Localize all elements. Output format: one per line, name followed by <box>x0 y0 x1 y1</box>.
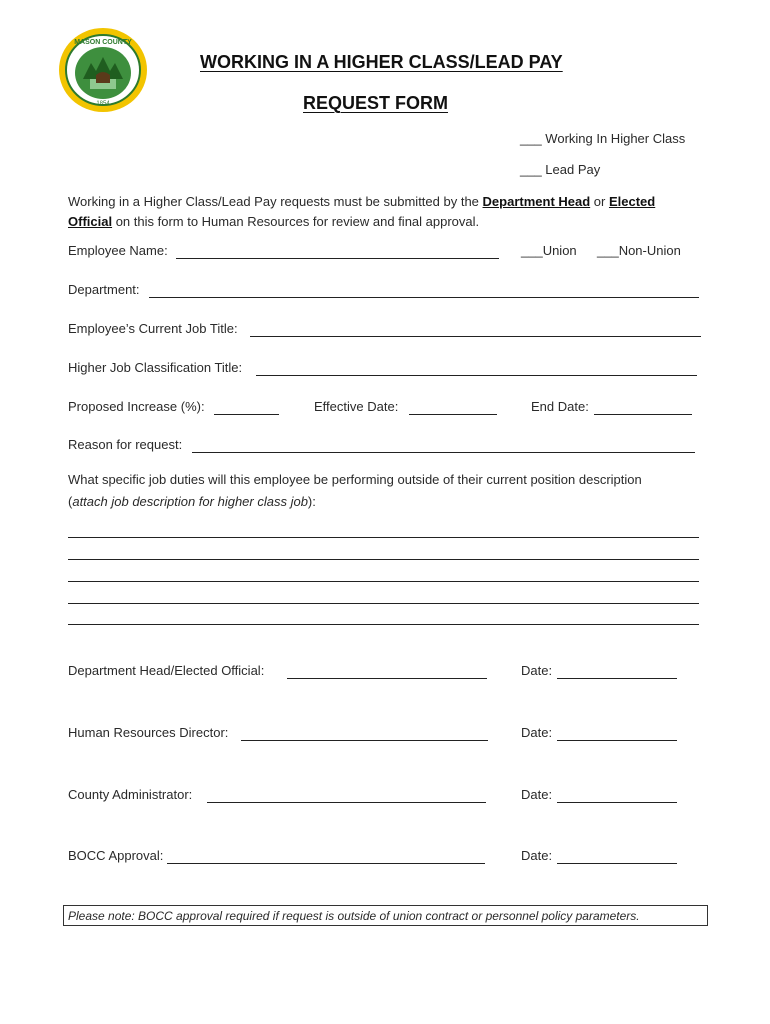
svg-text:1854: 1854 <box>96 101 110 107</box>
hr-director-sig-field[interactable] <box>241 740 488 741</box>
intro-dept-head: Department Head <box>482 194 591 209</box>
proposed-increase-label: Proposed Increase (%): <box>68 399 205 414</box>
svg-text:MASON COUNTY: MASON COUNTY <box>74 39 132 46</box>
effective-date-label: Effective Date: <box>314 399 399 414</box>
current-title-label: Employee’s Current Job Title: <box>68 321 238 336</box>
employee-name-field[interactable] <box>176 258 499 259</box>
employee-name-label: Employee Name: <box>68 243 168 258</box>
form-subtitle: REQUEST FORM <box>303 93 449 113</box>
approval-note-text: Please note: BOCC approval required if request is outside of union contract or personnel policy parameters. <box>68 909 640 923</box>
end-date-label: End Date: <box>531 399 589 414</box>
intro-elected: Elected <box>608 194 656 209</box>
hr-director-sig-label: Human Resources Director: <box>68 725 229 740</box>
intro-official: Official <box>68 214 113 229</box>
department-field[interactable] <box>149 297 699 298</box>
duties-line[interactable] <box>68 559 699 560</box>
duties-italic-note: attach job description for higher class job <box>72 494 308 509</box>
bocc-sig-label: BOCC Approval: <box>68 848 164 863</box>
dept-head-sig-label: Department Head/Elected Official: <box>68 663 265 678</box>
approval-note-box <box>63 905 708 926</box>
proposed-increase-field[interactable] <box>214 414 279 415</box>
county-admin-date-field[interactable] <box>557 802 677 803</box>
county-admin-date-label: Date: <box>521 787 553 802</box>
county-admin-sig-field[interactable] <box>207 802 486 803</box>
department-label: Department: <box>68 282 140 297</box>
intro-text: Working in a Higher Class/Lead Pay requests must be submitted by the <box>68 194 483 209</box>
non-union-option[interactable]: ___Non-Union <box>597 243 681 258</box>
higher-title-field[interactable] <box>256 375 697 376</box>
bocc-date-field[interactable] <box>557 863 677 864</box>
hr-director-date-field[interactable] <box>557 740 677 741</box>
county-seal-logo <box>58 27 148 113</box>
dept-head-date-field[interactable] <box>557 678 677 679</box>
option-higher-class[interactable]: ___ Working In Higher Class <box>520 131 686 146</box>
hr-director-date-label: Date: <box>521 725 553 740</box>
effective-date-field[interactable] <box>409 414 497 415</box>
intro-text-end: on this form to Human Resources for review and final approval. <box>112 214 480 229</box>
higher-title-label: Higher Job Classification Title: <box>68 360 243 375</box>
intro-or: or <box>590 194 609 209</box>
duties-line[interactable] <box>68 537 699 538</box>
option-lead-pay[interactable]: ___ Lead Pay <box>520 162 601 177</box>
reason-field[interactable] <box>192 452 695 453</box>
bocc-sig-field[interactable] <box>167 863 485 864</box>
duties-line[interactable] <box>68 581 699 582</box>
duties-paren-open: ( <box>68 494 73 509</box>
dept-head-sig-field[interactable] <box>287 678 487 679</box>
dept-head-date-label: Date: <box>521 663 553 678</box>
union-option[interactable]: ___Union <box>521 243 577 258</box>
duties-question <box>68 469 708 513</box>
duties-paren-close: ): <box>307 494 316 509</box>
reason-label: Reason for request: <box>68 437 183 452</box>
county-admin-sig-label: County Administrator: <box>68 787 193 802</box>
current-title-field[interactable] <box>250 336 701 337</box>
intro-paragraph <box>68 192 708 232</box>
duties-line[interactable] <box>68 603 699 604</box>
bocc-date-label: Date: <box>521 848 553 863</box>
form-title: WORKING IN A HIGHER CLASS/LEAD PAY <box>200 52 563 72</box>
duties-line[interactable] <box>68 624 699 625</box>
end-date-field[interactable] <box>594 414 692 415</box>
duties-question-text: What specific job duties will this employee be performing outside of their current position description <box>68 472 642 487</box>
